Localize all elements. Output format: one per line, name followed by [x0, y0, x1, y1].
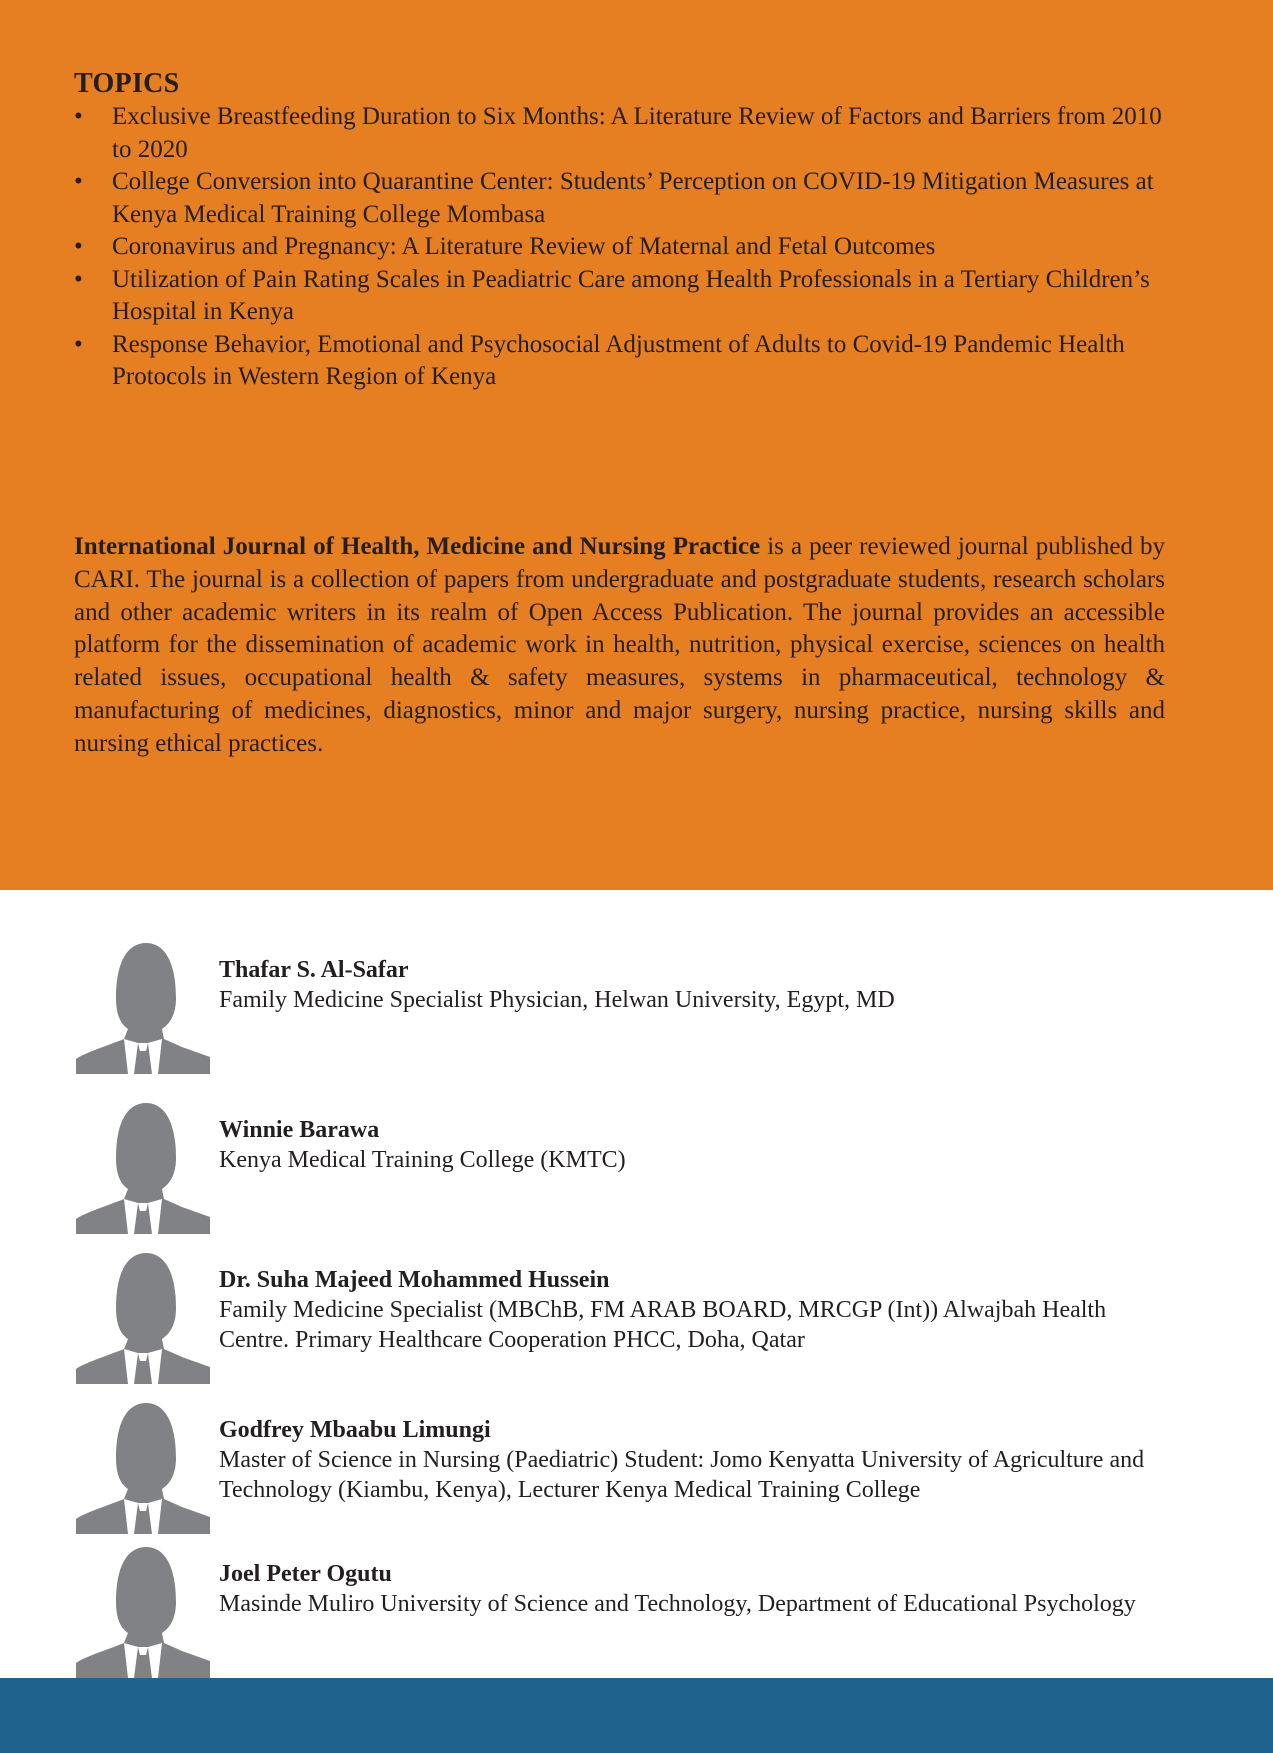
topic-item: [74, 101, 1174, 166]
member-name: Joel Peter Ogutu: [219, 1561, 392, 1587]
bullet: •: [74, 233, 83, 260]
member-name: Winnie Barawa: [219, 1117, 380, 1143]
bullet: •: [74, 103, 83, 130]
topic-item: [74, 329, 1174, 394]
member-info: [219, 1115, 1179, 1175]
person-silhouette-icon: [76, 1103, 210, 1234]
person-silhouette-icon: [76, 1547, 210, 1678]
member-name: Thafar S. Al-Safar: [219, 957, 409, 983]
topic-item: [74, 264, 1174, 329]
journal-description-text: is a peer reviewed journal published by CARI. The journal is a collection of papers from undergraduate and postgraduate students, research scholars and other academic writers in its realm of Open Access Publication. The journal provides an accessible platform for the dissemination of academic work in health, nutrition, physical exercise, sciences on health related issues, occupational health & safety measures, systems in pharmaceutical, technology & manufacturing of medicines, diagnostics, minor and major surgery, nursing practice, nursing skills and nursing ethical practices.: [74, 533, 1165, 757]
member-role: Family Medicine Specialist (MBChB, FM ARAB BOARD, MRCGP (Int)) Alwajbah Health Centre. Primary Healthcare Cooperation PHCC, Doha, Qatar: [219, 1297, 1107, 1353]
member-info: [219, 1415, 1179, 1505]
member-role: Family Medicine Specialist Physician, Helwan University, Egypt, MD: [219, 987, 895, 1013]
journal-name: International Journal of Health, Medicine and Nursing Practice: [74, 533, 761, 560]
topic-text: Utilization of Pain Rating Scales in Peadiatric Care among Health Professionals in a Tertiary Children’s Hospital in Kenya: [112, 265, 1150, 325]
board-member: [76, 943, 1176, 1078]
topic-item: [74, 231, 1174, 264]
member-info: [219, 1265, 1179, 1355]
topics-heading: TOPICS: [74, 68, 180, 99]
journal-description: [74, 531, 1165, 761]
topic-text: Exclusive Breastfeeding Duration to Six Months: A Literature Review of Factors and Barriers from 2010 to 2020: [112, 103, 1162, 163]
member-info: [219, 1559, 1179, 1619]
member-info: [219, 955, 1179, 1015]
member-role: Kenya Medical Training College (KMTC): [219, 1147, 626, 1173]
member-role: Masinde Muliro University of Science and Technology, Department of Educational Psychology: [219, 1591, 1136, 1617]
topics-list: [74, 101, 1174, 394]
bullet: •: [74, 265, 83, 293]
board-member: [76, 1547, 1176, 1682]
member-role: Master of Science in Nursing (Paediatric) Student: Jomo Kenyatta University of Agriculture and Technology (Kiambu, Kenya), Lecturer Kenya Medical Training College: [219, 1447, 1145, 1503]
person-silhouette-icon: [76, 1403, 210, 1534]
member-name: Godfrey Mbaabu Limungi: [219, 1417, 491, 1443]
board-member: [76, 1253, 1176, 1388]
topic-text: Response Behavior, Emotional and Psychosocial Adjustment of Adults to Covid-19 Pandemic Health Protocols in Western Region of Kenya: [112, 330, 1125, 390]
member-name: Dr. Suha Majeed Mohammed Hussein: [219, 1267, 610, 1293]
topic-text: Coronavirus and Pregnancy: A Literature Review of Maternal and Fetal Outcomes: [112, 233, 936, 260]
board-member: [76, 1403, 1176, 1538]
topic-item: [74, 166, 1174, 231]
person-silhouette-icon: [76, 1253, 210, 1384]
person-silhouette-icon: [76, 943, 210, 1074]
bullet: •: [74, 168, 83, 195]
bullet: •: [74, 330, 83, 358]
footer-band: [0, 1678, 1273, 1753]
topic-text: College Conversion into Quarantine Center: Students’ Perception on COVID-19 Mitigation Measures at Kenya Medical Training College Mombasa: [112, 168, 1154, 228]
board-member: [76, 1103, 1176, 1238]
